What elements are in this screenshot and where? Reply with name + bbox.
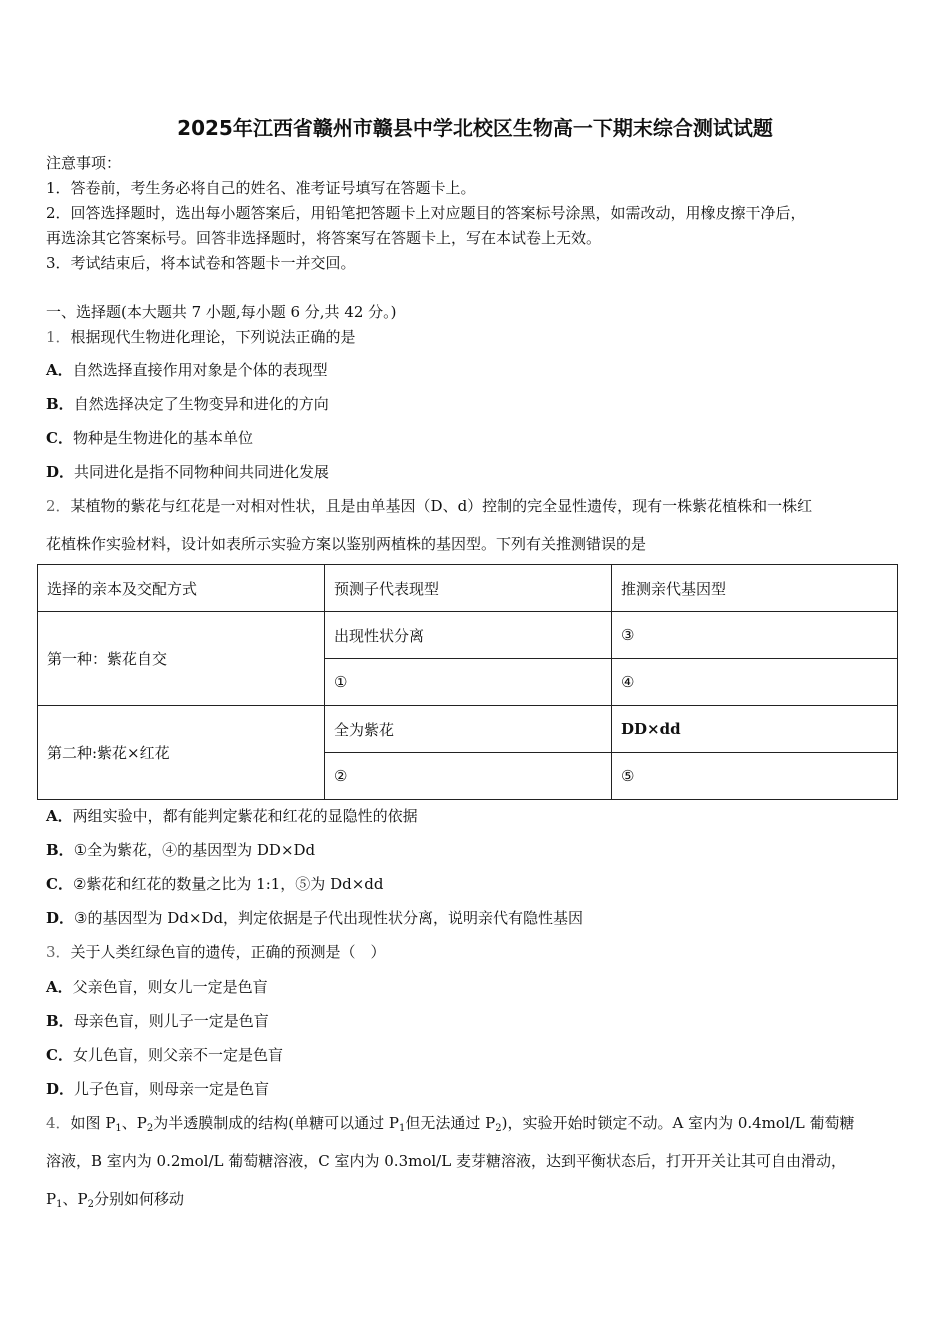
option-text: ②紫花和红花的数量之比为 1:1，⑤为 Dd×dd (72, 875, 384, 893)
table-row (38, 612, 898, 659)
table-cell: 出现性状分离 (325, 612, 612, 659)
option-text: 两组实验中，都有能判定紫花和红花的显隐性的依据 (72, 807, 418, 825)
option (46, 1045, 916, 1065)
question-3 (46, 942, 916, 962)
table-cell: 第二种:紫花×红花 (38, 706, 325, 800)
option-label: D． (46, 1080, 75, 1098)
table-cell: ⑤ (612, 753, 898, 800)
option-label: A． (46, 807, 73, 825)
question-stem-cont: 溶液，B 室内为 0.2mol/L 葡萄糖溶液，C 室内为 0.3mol/L 麦芽糖溶液，达到平衡状态后，打开开关让其可自由滑动， (46, 1152, 846, 1170)
option (46, 840, 916, 860)
question-number: 1． (46, 328, 71, 346)
table-header: 推测亲代基因型 (612, 565, 898, 612)
table-cell: ③ (612, 612, 898, 659)
table-cell: ① (325, 659, 612, 706)
option-label: D． (46, 909, 75, 927)
option-text: ①全为紫花，④的基因型为 DD×Dd (73, 841, 316, 859)
option-text: 自然选择决定了生物变异和进化的方向 (73, 395, 329, 413)
option (46, 908, 916, 928)
notice-heading: 注意事项： (46, 154, 122, 172)
stem-part: 但无法通过 P (405, 1114, 496, 1132)
table-cell: ④ (612, 659, 898, 706)
option-label: C． (46, 875, 73, 893)
notice-item: 1．答卷前，考生务必将自己的姓名、准考证号填写在答题卡上。 (46, 179, 476, 197)
option (46, 806, 916, 826)
option (46, 1079, 916, 1099)
subscript: 2 (146, 1123, 154, 1134)
option (46, 462, 916, 482)
option-label: D． (46, 463, 75, 481)
option-text: ③的基因型为 Dd×Dd，判定依据是子代出现性状分离，说明亲代有隐性基因 (74, 909, 584, 927)
option-text: 共同进化是指不同物种间共同进化发展 (74, 463, 330, 481)
option-label: B． (46, 841, 74, 859)
table-cell: 第一种：紫花自交 (38, 612, 325, 706)
subscript: 2 (87, 1199, 94, 1210)
table-header: 选择的亲本及交配方式 (38, 565, 325, 612)
notice-item: 2．回答选择题时，选出每小题答案后，用铅笔把答题卡上对应题目的答案标号涂黑，如需改动，用橡皮擦干净后， (46, 204, 806, 222)
option (46, 360, 916, 380)
stem-part: 为半透膜制成的结构(单糖可以通过 P (153, 1114, 399, 1132)
question-stem-cont (46, 1189, 916, 1209)
stem-part: 、P (62, 1190, 88, 1208)
stem-part: P (46, 1190, 57, 1208)
table-cell: DD×dd (612, 706, 898, 753)
option (46, 394, 916, 414)
option (46, 977, 916, 997)
option-label: B． (46, 395, 74, 413)
option-label: C． (46, 1046, 73, 1064)
option-text: 母亲色盲，则儿子一定是色盲 (73, 1012, 269, 1030)
question-stem-cont: 花植株作实验材料，设计如表所示实验方案以鉴别两植株的基因型。下列有关推测错误的是 (46, 535, 647, 553)
table-cell: 全为紫花 (325, 706, 612, 753)
question-stem: 某植物的紫花与红花是一对相对性状，且是由单基因（D、d）控制的完全显性遗传，现有一株紫花植株和一株红 (70, 497, 813, 515)
option-text: 物种是生物进化的基本单位 (72, 429, 253, 447)
subscript: 1 (56, 1199, 63, 1210)
table-header-row (38, 565, 898, 612)
option-text: 儿子色盲，则母亲一定是色盲 (74, 1080, 270, 1098)
question-number: 2． (46, 497, 71, 515)
experiment-table (37, 564, 898, 800)
question-2 (46, 496, 916, 516)
question-number: 4． (46, 1114, 71, 1132)
option-label: C． (46, 429, 73, 447)
option-text: 自然选择直接作用对象是个体的表现型 (72, 361, 328, 379)
option (46, 428, 916, 448)
table-header: 预测子代表现型 (325, 565, 612, 612)
option (46, 1011, 916, 1031)
stem-part: 分别如何移动 (93, 1190, 184, 1208)
question-4 (46, 1113, 916, 1133)
subscript: 1 (115, 1123, 122, 1134)
subscript: 1 (398, 1123, 406, 1134)
option (46, 874, 916, 894)
question-1 (46, 327, 916, 347)
question-stem: 关于人类红绿色盲的遗传，正确的预测是（ ） (70, 943, 386, 961)
stem-part: 如图 P (70, 1114, 116, 1132)
option-text: 女儿色盲，则父亲不一定是色盲 (72, 1046, 283, 1064)
option-label: B． (46, 1012, 74, 1030)
notice-item: 再选涂其它答案标号。回答非选择题时，将答案写在答题卡上，写在本试卷上无效。 (46, 229, 602, 247)
notice-item: 3．考试结束后，将本试卷和答题卡一并交回。 (46, 254, 356, 272)
page-title: 2025年江西省赣州市赣县中学北校区生物高一下期末综合测试试题 (177, 116, 773, 140)
option-text: 父亲色盲，则女儿一定是色盲 (72, 978, 268, 996)
table-row (38, 706, 898, 753)
question-stem: 根据现代生物进化理论，下列说法正确的是 (70, 328, 356, 346)
stem-part: )，实验开始时锁定不动。A 室内为 0.4mol/L 葡萄糖 (501, 1114, 855, 1132)
table-cell: ② (325, 753, 612, 800)
question-number: 3． (46, 943, 71, 961)
stem-part: 、P (121, 1114, 147, 1132)
subscript: 2 (495, 1123, 502, 1134)
option-label: A． (46, 361, 73, 379)
option-label: A． (46, 978, 73, 996)
section-heading: 一、选择题(本大题共 7 小题,每小题 6 分,共 42 分。) (46, 303, 397, 321)
